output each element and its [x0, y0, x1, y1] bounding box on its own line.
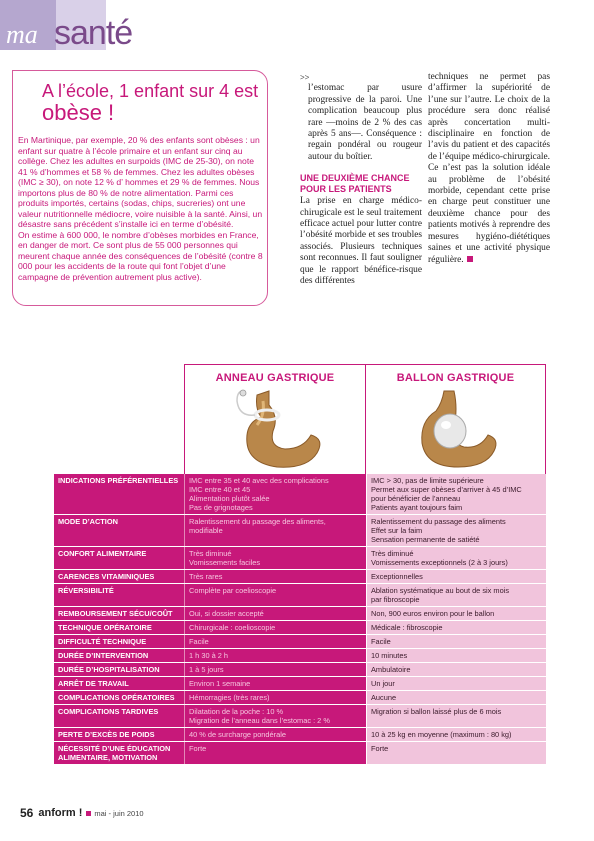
- cell-line: Oui, si dossier accepté: [189, 609, 264, 618]
- cell-anneau: [184, 728, 366, 741]
- table-row: [54, 547, 546, 570]
- page-footer: [20, 806, 144, 820]
- continuation-mark: >>: [300, 73, 310, 82]
- cell-line: Alimentation plutôt salée: [189, 494, 270, 503]
- article-paragraph: techniques ne permet pas d’affirmer la supériorité de l’une sur l’autre. Le choix de la procédure sera donc réalisé après concertation multi-disciplinaire en fonction de l’avis du patient et des capacités de l’équipe médico-chirurgicale. Ce n’est pas la solution idéale au problème de l’obésité morbide, cependant cette prise en charge peut constituer une deuxième chance pour des patients motivés à reprendre des mesures hygiéno-diététiques saines et une activité physique régulière.: [428, 72, 550, 265]
- cell-line: Très diminué: [371, 549, 414, 558]
- cell-line: 1 h 30 à 2 h: [189, 651, 229, 660]
- cell-line: Permet aux super obèses d’arriver à 45 d’IMC: [371, 485, 522, 494]
- cell-line: Très diminué: [189, 549, 232, 558]
- cell-line: Ablation systématique au bout de six mois: [371, 586, 510, 595]
- cell-line: Migration si ballon laissé plus de 6 mois: [371, 707, 502, 716]
- magazine-name: anform !: [38, 807, 83, 819]
- article-column-2: [300, 72, 422, 288]
- row-label: TECHNIQUE OPÉRATOIRE: [54, 621, 184, 634]
- cell-line: IMC entre 35 et 40 avec des complications: [189, 476, 329, 485]
- cell-line: Ralentissement du passage des aliments,: [189, 517, 326, 526]
- table-row: [54, 570, 546, 584]
- cell-line: Aucune: [371, 693, 397, 702]
- table-row: [54, 649, 546, 663]
- cell-line: Très rares: [189, 572, 223, 581]
- cell-line: Non, 900 euros environ pour le ballon: [371, 609, 495, 618]
- cell-ballon: [366, 570, 546, 583]
- table-row: [54, 584, 546, 607]
- table-row: [54, 677, 546, 691]
- cell-anneau: [184, 635, 366, 648]
- row-label: INDICATIONS PRÉFÉRENTIELLES: [54, 474, 184, 514]
- cell-ballon: [366, 635, 546, 648]
- cell-line: Ambulatoire: [371, 665, 411, 674]
- cell-ballon: [366, 607, 546, 620]
- cell-anneau: [184, 607, 366, 620]
- table-row: [54, 728, 546, 742]
- gastric-band-illustration: [185, 387, 367, 473]
- cell-ballon: [366, 515, 546, 546]
- box-title-part2: obèse !: [42, 100, 115, 125]
- cell-anneau: [184, 584, 366, 606]
- cell-ballon: [366, 649, 546, 662]
- table-row: [54, 742, 546, 765]
- cell-anneau: [184, 474, 366, 514]
- box-title-part1: A l’école, 1 enfant sur 4 est: [42, 81, 259, 101]
- cell-line: Facile: [189, 637, 209, 646]
- cell-ballon: [366, 677, 546, 690]
- box-paragraph: On estime à 600 000, le nombre d’obèses morbides en France, en danger de mort. Ce sont plus de 55 000 personnes qui meurent chaque année des conséquences de l’obésité (contre 8 000 pour les accidents de la route qui font l’objet d’une campagne de prévention autrement plus active).: [18, 229, 263, 282]
- row-label: COMPLICATIONS OPÉRATOIRES: [54, 691, 184, 704]
- cell-line: modifiable: [189, 526, 223, 535]
- cell-line: Ralentissement du passage des aliments: [371, 517, 506, 526]
- cell-line: Vomissements faciles: [189, 558, 261, 567]
- cell-line: Migration de l’anneau dans l’estomac : 2 %: [189, 716, 330, 725]
- cell-line: par fibroscopie: [371, 595, 420, 604]
- row-label: RÉVERSIBILITÉ: [54, 584, 184, 606]
- cell-line: Environ 1 semaine: [189, 679, 251, 688]
- cell-ballon: [366, 474, 546, 514]
- cell-anneau: [184, 705, 366, 727]
- cell-anneau: [184, 547, 366, 569]
- row-label: ARRÊT DE TRAVAIL: [54, 677, 184, 690]
- comparison-table: [54, 364, 546, 765]
- table-row: [54, 515, 546, 547]
- table-body: [54, 474, 546, 765]
- cell-line: Forte: [189, 744, 207, 753]
- row-label: COMPLICATIONS TARDIVES: [54, 705, 184, 727]
- cell-line: IMC entre 40 et 45: [189, 485, 251, 494]
- section-title: santé: [54, 14, 133, 52]
- row-label: NÉCESSITÉ D’UNE ÉDUCATION ALIMENTAIRE, MOTIVATION: [54, 742, 184, 764]
- table-row: [54, 621, 546, 635]
- row-label: CARENCES VITAMINIQUES: [54, 570, 184, 583]
- row-label: MODE D’ACTION: [54, 515, 184, 546]
- table-row: [54, 663, 546, 677]
- cell-anneau: [184, 570, 366, 583]
- table-row: [54, 705, 546, 728]
- square-bullet-icon: [86, 811, 91, 816]
- section-prefix: ma: [6, 20, 38, 49]
- cell-ballon: [366, 547, 546, 569]
- cell-line: Médicale : fibroscopie: [371, 623, 443, 632]
- end-mark-icon: [467, 256, 473, 262]
- cell-anneau: [184, 677, 366, 690]
- cell-line: 40 % de surcharge pondérale: [189, 730, 286, 739]
- table-header-row: [54, 364, 546, 474]
- cell-line: Vomissements exceptionnels (2 à 3 jours): [371, 558, 508, 567]
- cell-line: IMC > 30, pas de limite supérieure: [371, 476, 484, 485]
- cell-anneau: [184, 515, 366, 546]
- table-row: [54, 607, 546, 621]
- cell-line: Complète par coelioscopie: [189, 586, 277, 595]
- cell-ballon: [366, 584, 546, 606]
- cell-ballon: [366, 691, 546, 704]
- box-title: [42, 80, 262, 125]
- cell-line: Pas de grignotages: [189, 503, 253, 512]
- header-ballon: [366, 364, 546, 474]
- article-subheading: UNE DEUXIÈME CHANCE POUR LES PATIENTS: [300, 173, 410, 194]
- cell-line: Patients ayant toujours faim: [371, 503, 463, 512]
- cell-ballon: [366, 742, 546, 764]
- header-anneau-title: ANNEAU GASTRIQUE: [215, 372, 335, 384]
- box-paragraph: En Martinique, par exemple, 20 % des enfants sont obèses : un enfant sur quatre à l’école primaire et un enfant sur cinq au collège. Chez les adultes en surpoids (IMC de 25-30), on note 41 % d’hommes et 58 % de femmes. Chez les adultes obèses (IMC ≥ 30), on note 12 % d’ hommes et 29 % de femmes. Nous importons plus de 80 % de notre alimentation. Parmi ces produits importés, certains (sodas, chips, sucreries) ont une valeur nutritionnelle médiocre, voire nuisible à la santé. Ainsi, un désastre sans précédent s’installe ici en terme d’obésité.: [18, 135, 263, 229]
- page-number: 56: [20, 806, 34, 820]
- box-text: [18, 135, 264, 282]
- row-label: REMBOURSEMENT SÉCU/COÛT: [54, 607, 184, 620]
- row-label: DURÉE D’HOSPITALISATION: [54, 663, 184, 676]
- article-column-3: [428, 72, 550, 266]
- cell-line: 10 à 25 kg en moyenne (maximum : 80 kg): [371, 730, 512, 739]
- article-paragraph: La prise en charge médico-chirugicale est le seul traitement efficace actuel pour lutter contre l’obésité morbide et ses troubles associés. Plusieurs techniques sont reconnues. Il faut souligner que le rapport bénéfice-risque des différentes: [300, 196, 422, 287]
- cell-line: Effet sur la faim: [371, 526, 423, 535]
- cell-anneau: [184, 621, 366, 634]
- cell-line: Un jour: [371, 679, 395, 688]
- cell-line: Exceptionnelles: [371, 572, 423, 581]
- header-anneau: [184, 364, 366, 474]
- cell-ballon: [366, 621, 546, 634]
- row-label: PERTE D’EXCÈS DE POIDS: [54, 728, 184, 741]
- row-label: CONFORT ALIMENTAIRE: [54, 547, 184, 569]
- cell-anneau: [184, 742, 366, 764]
- cell-line: Chirurgicale : coelioscopie: [189, 623, 276, 632]
- cell-line: Dilatation de la poche : 10 %: [189, 707, 284, 716]
- cell-ballon: [366, 728, 546, 741]
- table-row: [54, 635, 546, 649]
- cell-line: Forte: [371, 744, 389, 753]
- cell-anneau: [184, 649, 366, 662]
- cell-line: 1 à 5 jours: [189, 665, 224, 674]
- cell-anneau: [184, 691, 366, 704]
- gastric-balloon-illustration: [366, 387, 546, 473]
- cell-line: Sensation permanente de satiété: [371, 535, 480, 544]
- table-row: [54, 474, 546, 515]
- cell-line: pour bénéficier de l’anneau: [371, 494, 461, 503]
- cell-ballon: [366, 663, 546, 676]
- row-label: DIFFICULTÉ TECHNIQUE: [54, 635, 184, 648]
- cell-line: Hémorragies (très rares): [189, 693, 270, 702]
- cell-anneau: [184, 663, 366, 676]
- article-paragraph: l’estomac par usure progressive de la paroi. Une complication beaucoup plus rare —moins de 2 % des cas après 5 ans—. Conséquence : regain pondéral ou rougeur autour du boîtier.: [308, 83, 422, 162]
- cell-ballon: [366, 705, 546, 727]
- row-label: DURÉE D’INTERVENTION: [54, 649, 184, 662]
- table-row: [54, 691, 546, 705]
- issue-date: mai - juin 2010: [94, 808, 144, 818]
- cell-line: Facile: [371, 637, 391, 646]
- cell-line: 10 minutes: [371, 651, 408, 660]
- header-ballon-title: BALLON GASTRIQUE: [396, 372, 515, 384]
